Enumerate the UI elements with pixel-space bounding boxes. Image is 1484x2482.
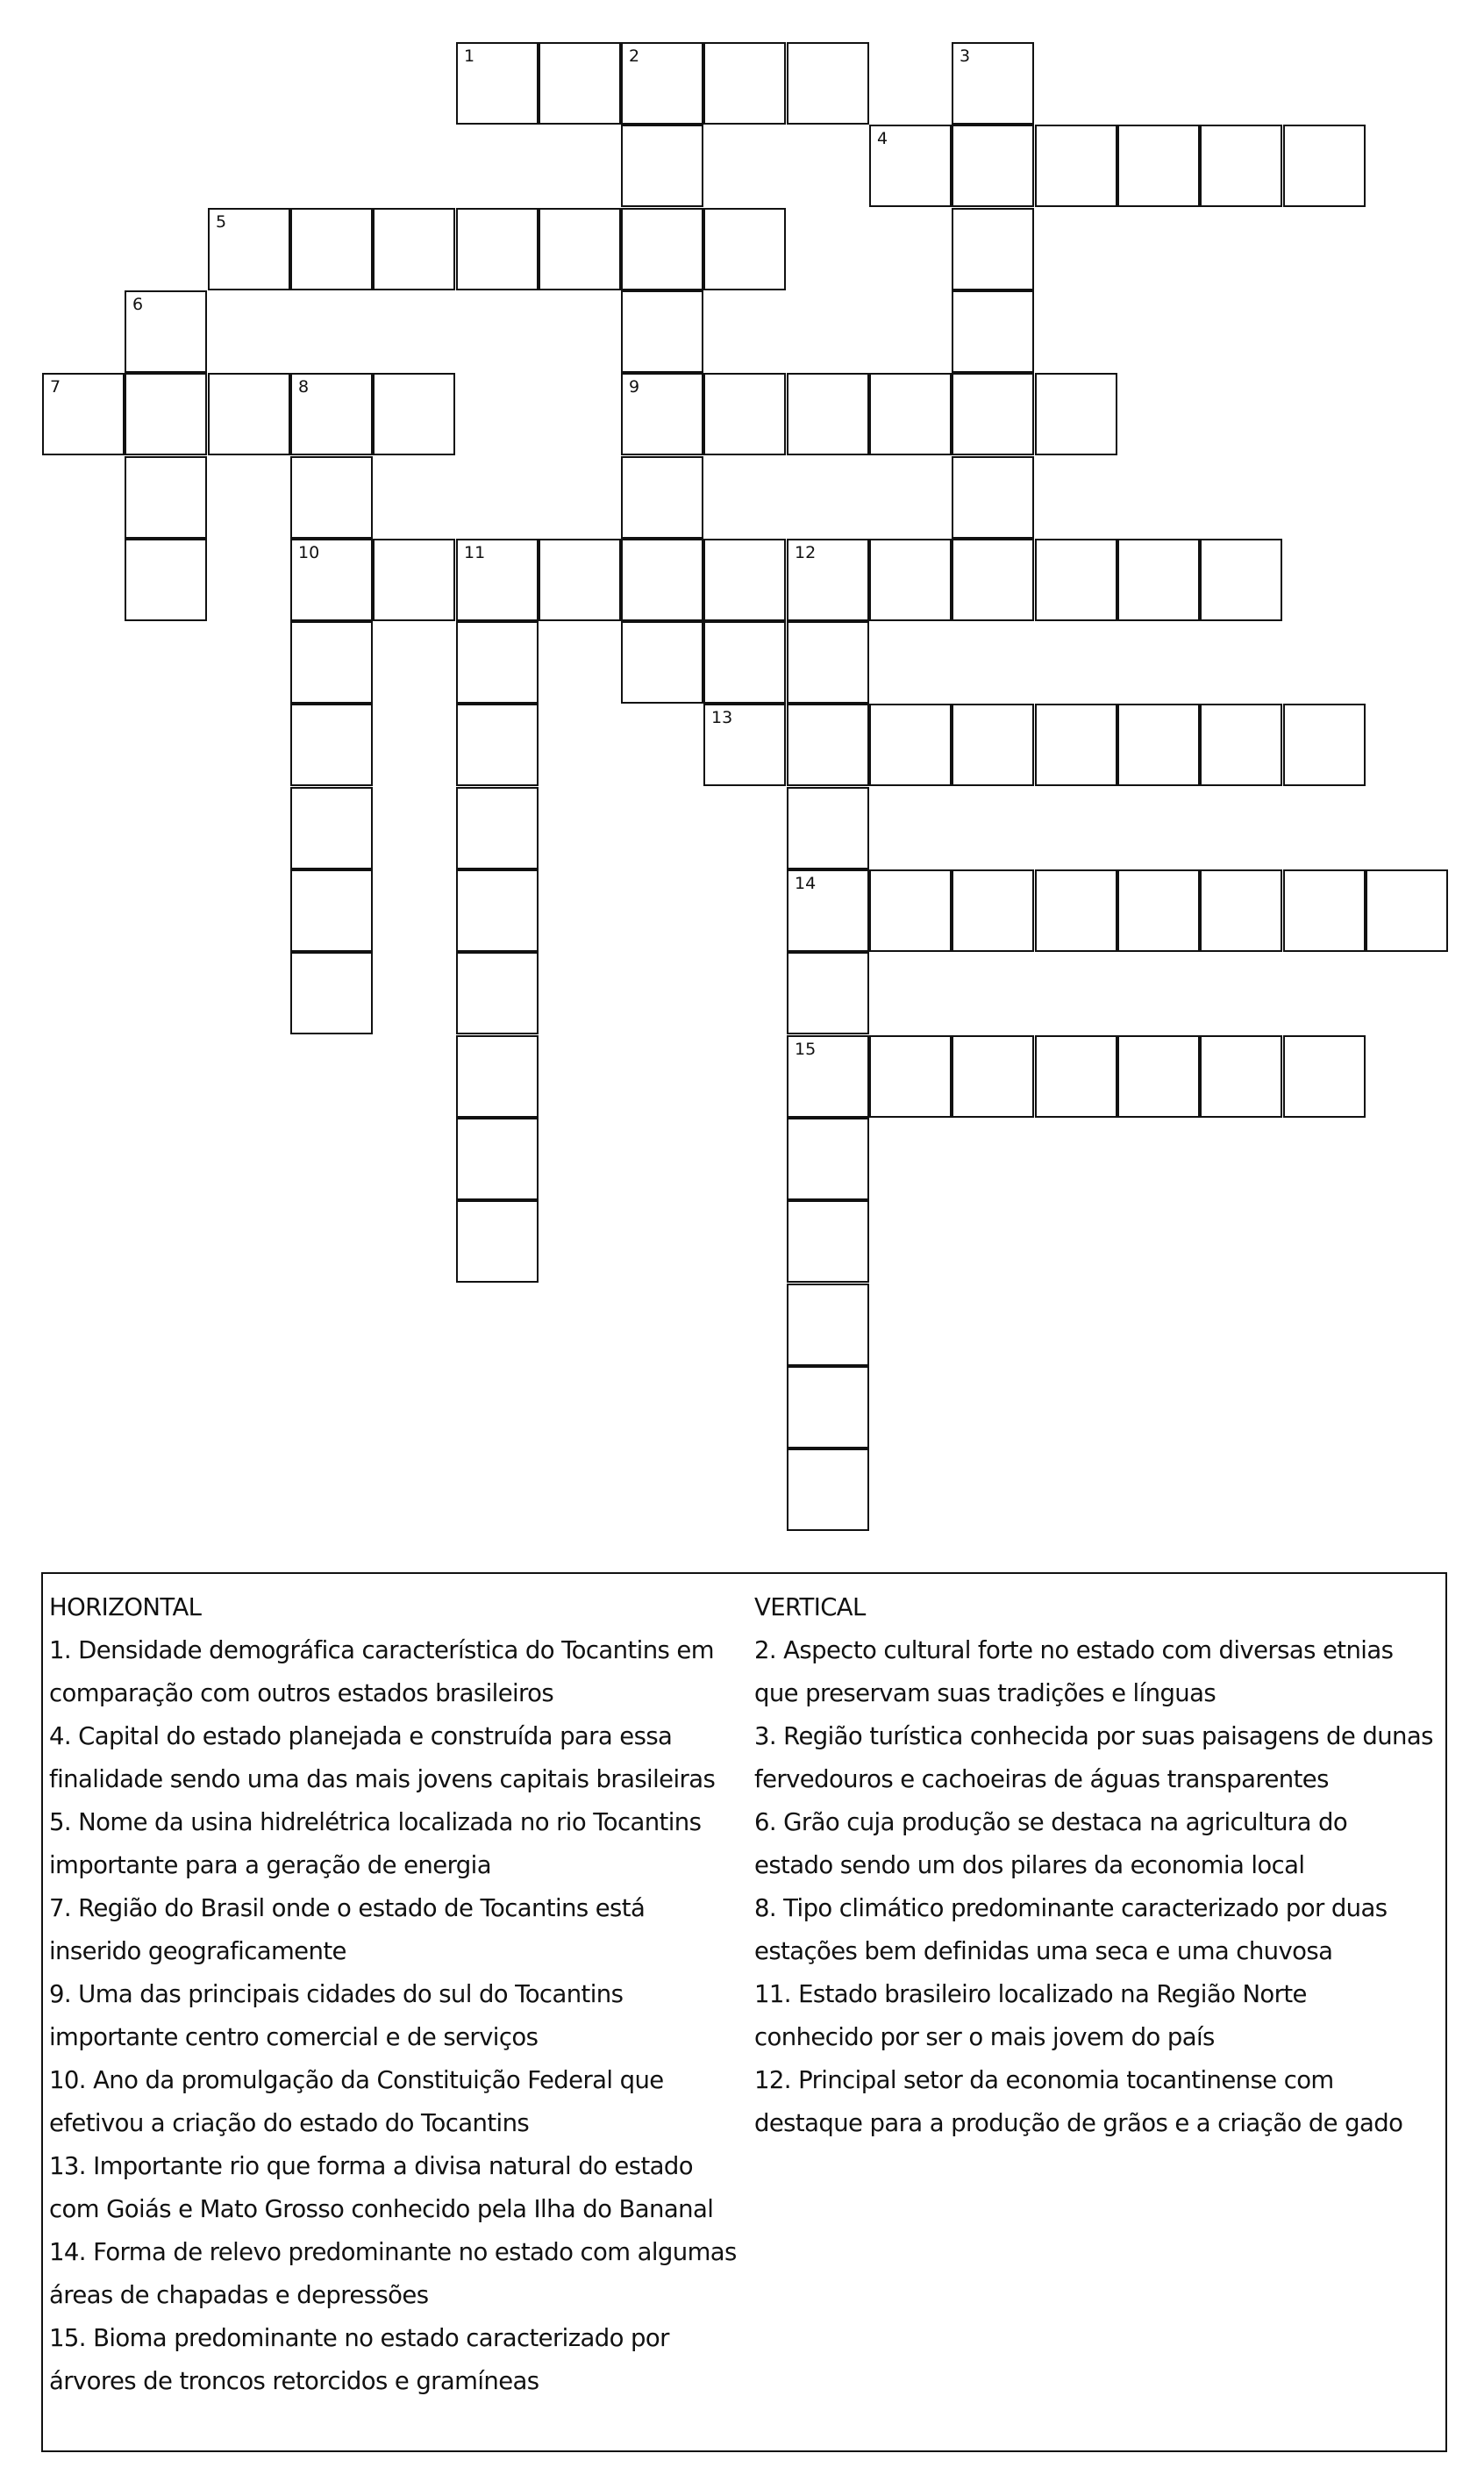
crossword-cell[interactable] (456, 787, 539, 869)
crossword-cell[interactable] (125, 373, 207, 455)
crossword-cell[interactable] (208, 373, 290, 455)
horizontal-heading: HORIZONTAL (49, 1593, 202, 1621)
clue-line: estado sendo um dos pilares da economia local (754, 1851, 1305, 1879)
crossword-cell[interactable] (456, 704, 539, 786)
crossword-cell[interactable] (621, 125, 703, 207)
clue-line: com Goiás e Mato Grosso conhecido pela Ilha do Bananal (49, 2195, 714, 2223)
clue-line: inserido geograficamente (49, 1937, 346, 1965)
crossword-cell[interactable] (290, 208, 373, 290)
crossword-cell[interactable] (1117, 539, 1200, 621)
clue-line: 11. Estado brasileiro localizado na Região Norte (754, 1980, 1307, 2008)
crossword-cell[interactable] (869, 704, 952, 786)
clue-line: 5. Nome da usina hidrelétrica localizada no rio Tocantins (49, 1808, 702, 1836)
crossword-cell[interactable] (869, 869, 952, 952)
crossword-cell[interactable] (456, 952, 539, 1034)
crossword-cell[interactable] (952, 456, 1034, 539)
crossword-cell[interactable] (373, 373, 455, 455)
crossword-cell[interactable] (290, 869, 373, 952)
crossword-cell[interactable] (1200, 1035, 1282, 1118)
crossword-cell[interactable] (703, 539, 786, 621)
crossword-cell[interactable] (539, 539, 621, 621)
clue-line: estações bem definidas uma seca e uma chuvosa (754, 1937, 1333, 1965)
crossword-cell[interactable] (621, 208, 703, 290)
clue-line: árvores de troncos retorcidos e gramíneas (49, 2367, 539, 2395)
crossword-cell[interactable] (1035, 704, 1117, 786)
clue-line: finalidade sendo uma das mais jovens capitais brasileiras (49, 1765, 716, 1793)
crossword-cell-4[interactable] (869, 125, 952, 207)
clue-number: 15 (795, 1040, 817, 1059)
crossword-cell-6[interactable] (125, 290, 207, 373)
crossword-cell[interactable] (952, 290, 1034, 373)
crossword-cell[interactable] (952, 1035, 1034, 1118)
crossword-cell-10[interactable] (290, 539, 373, 621)
clue-number: 12 (795, 543, 817, 562)
crossword-cell[interactable] (1035, 125, 1117, 207)
crossword-cell[interactable] (373, 539, 455, 621)
clue-line: 7. Região do Brasil onde o estado de Tocantins está (49, 1894, 646, 1922)
clue-line: 15. Bioma predominante no estado caracterizado por (49, 2324, 669, 2352)
crossword-cell[interactable] (869, 539, 952, 621)
clue-number: 7 (50, 377, 61, 397)
clue-number: 3 (960, 46, 971, 66)
clue-line: 10. Ano da promulgação da Constituição Federal que (49, 2066, 664, 2094)
crossword-cell[interactable] (952, 539, 1034, 621)
clue-line: 4. Capital do estado planejada e construída para essa (49, 1722, 673, 1750)
crossword-cell[interactable] (1283, 869, 1366, 952)
crossword-cell[interactable] (952, 208, 1034, 290)
clue-line: importante centro comercial e de serviços (49, 2023, 539, 2051)
crossword-cell[interactable] (621, 456, 703, 539)
crossword-cell[interactable] (290, 704, 373, 786)
clue-line: 8. Tipo climático predominante caracterizado por duas (754, 1894, 1388, 1922)
crossword-cell-12[interactable] (787, 539, 869, 621)
crossword-cell-9[interactable] (621, 373, 703, 455)
clue-line: que preservam suas tradições e línguas (754, 1679, 1216, 1707)
clue-line: 14. Forma de relevo predominante no estado com algumas (49, 2238, 737, 2266)
crossword-cell[interactable] (1200, 539, 1282, 621)
crossword-cell[interactable] (787, 1118, 869, 1200)
clue-line: fervedouros e cachoeiras de águas transparentes (754, 1765, 1329, 1793)
crossword-cell[interactable] (1200, 869, 1282, 952)
clue-panel (41, 1572, 1447, 2452)
crossword-cell[interactable] (539, 208, 621, 290)
clue-line: 12. Principal setor da economia tocantinense com (754, 2066, 1334, 2094)
crossword-cell[interactable] (1035, 869, 1117, 952)
clue-line: 13. Importante rio que forma a divisa natural do estado (49, 2152, 693, 2180)
clue-number: 6 (132, 295, 144, 314)
crossword-cell[interactable] (1200, 704, 1282, 786)
crossword-cell[interactable] (787, 1284, 869, 1366)
crossword-cell[interactable] (787, 42, 869, 125)
crossword-cell[interactable] (456, 869, 539, 952)
crossword-cell[interactable] (290, 787, 373, 869)
crossword-cell[interactable] (787, 704, 869, 786)
horizontal-clues (49, 1586, 751, 2403)
crossword-cell[interactable] (1035, 373, 1117, 455)
vertical-clues (754, 1586, 1447, 2145)
crossword-cell[interactable] (1117, 869, 1200, 952)
crossword-cell-5[interactable] (208, 208, 290, 290)
crossword-cell[interactable] (952, 869, 1034, 952)
crossword-cell[interactable] (1200, 125, 1282, 207)
crossword-cell[interactable] (621, 539, 703, 621)
clue-line: importante para a geração de energia (49, 1851, 491, 1879)
crossword-cell-1[interactable] (456, 42, 539, 125)
clue-line: áreas de chapadas e depressões (49, 2281, 429, 2309)
crossword-cell[interactable] (952, 125, 1034, 207)
clue-number: 11 (464, 543, 486, 562)
crossword-cell[interactable] (1035, 539, 1117, 621)
clue-line: conhecido por ser o mais jovem do país (754, 2023, 1215, 2051)
clue-line: 3. Região turística conhecida por suas paisagens de dunas (754, 1722, 1433, 1750)
crossword-cell[interactable] (952, 704, 1034, 786)
crossword-cell[interactable] (290, 456, 373, 539)
crossword-cell-14[interactable] (787, 869, 869, 952)
crossword-cell[interactable] (290, 952, 373, 1034)
crossword-cell[interactable] (456, 1035, 539, 1118)
crossword-cell[interactable] (869, 373, 952, 455)
clue-number: 9 (629, 377, 640, 397)
crossword-cell-3[interactable] (952, 42, 1034, 125)
clue-number: 4 (877, 129, 888, 148)
crossword-cell[interactable] (456, 621, 539, 704)
crossword-cell[interactable] (621, 290, 703, 373)
crossword-cell[interactable] (787, 952, 869, 1034)
clue-number: 10 (298, 543, 320, 562)
crossword-cell[interactable] (787, 1366, 869, 1448)
crossword-cell[interactable] (539, 42, 621, 125)
crossword-cell-8[interactable] (290, 373, 373, 455)
crossword-cell[interactable] (125, 539, 207, 621)
crossword-cell[interactable] (373, 208, 455, 290)
crossword-cell[interactable] (703, 208, 786, 290)
horizontal-clue-list (49, 1629, 751, 2403)
crossword-cell[interactable] (787, 1200, 869, 1283)
crossword-cell[interactable] (703, 373, 786, 455)
crossword-cell[interactable] (1283, 125, 1366, 207)
crossword-cell-2[interactable] (621, 42, 703, 125)
crossword-cell[interactable] (1117, 704, 1200, 786)
crossword-cell-7[interactable] (42, 373, 125, 455)
crossword-cell[interactable] (703, 621, 786, 704)
clue-line: 6. Grão cuja produção se destaca na agricultura do (754, 1808, 1348, 1836)
clue-number: 1 (464, 46, 475, 66)
crossword-cell[interactable] (869, 1035, 952, 1118)
crossword-cell[interactable] (456, 1200, 539, 1283)
crossword-cell[interactable] (1117, 125, 1200, 207)
clue-number: 8 (298, 377, 310, 397)
clue-line: 9. Uma das principais cidades do sul do Tocantins (49, 1980, 624, 2008)
crossword-cell[interactable] (1117, 1035, 1200, 1118)
crossword-cell[interactable] (1283, 704, 1366, 786)
crossword-cell[interactable] (621, 621, 703, 704)
crossword-cell[interactable] (290, 621, 373, 704)
crossword-cell-15[interactable] (787, 1035, 869, 1118)
crossword-cell[interactable] (456, 208, 539, 290)
clue-line: destaque para a produção de grãos e a criação de gado (754, 2109, 1403, 2137)
clue-line: 1. Densidade demográfica característica do Tocantins em (49, 1636, 714, 1664)
crossword-cell[interactable] (1283, 1035, 1366, 1118)
crossword-cell[interactable] (787, 373, 869, 455)
crossword-cell[interactable] (703, 42, 786, 125)
crossword-cell[interactable] (787, 787, 869, 869)
crossword-cell[interactable] (456, 1118, 539, 1200)
clue-number: 13 (711, 708, 733, 727)
crossword-cell[interactable] (952, 373, 1034, 455)
clue-number: 14 (795, 874, 817, 893)
vertical-clue-list (754, 1629, 1447, 2145)
clue-line: comparação com outros estados brasileiros (49, 1679, 554, 1707)
crossword-cell[interactable] (125, 456, 207, 539)
crossword-cell-13[interactable] (703, 704, 786, 786)
clue-number: 5 (216, 212, 227, 232)
crossword-cell[interactable] (787, 621, 869, 704)
clue-line: 2. Aspecto cultural forte no estado com diversas etnias (754, 1636, 1394, 1664)
clue-line: efetivou a criação do estado do Tocantins (49, 2109, 530, 2137)
crossword-cell-11[interactable] (456, 539, 539, 621)
crossword-cell[interactable] (1035, 1035, 1117, 1118)
clue-number: 2 (629, 46, 640, 66)
crossword-cell[interactable] (787, 1448, 869, 1531)
crossword-cell[interactable] (1366, 869, 1448, 952)
vertical-heading: VERTICAL (754, 1593, 866, 1621)
